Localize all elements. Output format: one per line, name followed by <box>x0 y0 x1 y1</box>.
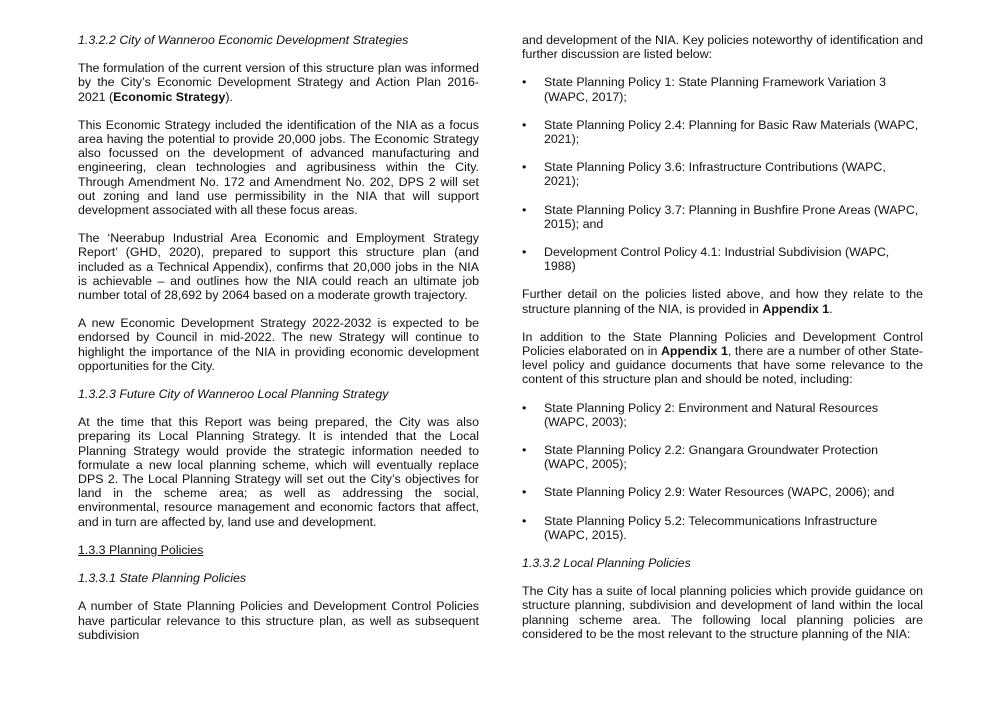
list-item-text: State Planning Policy 5.2: Telecommunications Infrastructure (WAPC, 2015). <box>544 513 878 542</box>
list-item-text: State Planning Policy 3.7: Planning in Bushfire Prone Areas (WAPC, 2015); and <box>544 202 919 231</box>
paragraph-economic-strategy-intro <box>78 61 479 104</box>
bullet-icon: • <box>522 513 527 528</box>
paragraph-appendix-reference <box>522 287 923 315</box>
heading-1-3-3: 1.3.3 Planning Policies <box>78 542 204 557</box>
text: Further detail on the policies listed above, and how they relate to the structure planning of the NIA, is provided in <box>522 287 923 316</box>
bold-term: Appendix 1 <box>660 344 728 359</box>
list-item-text: State Planning Policy 2.9: Water Resources (WAPC, 2006); and <box>544 485 895 500</box>
list-item-text: State Planning Policy 2.2: Gnangara Groundwater Protection (WAPC, 2005); <box>544 443 879 472</box>
list-item-text: Development Control Policy 4.1: Industrial Subdivision (WAPC, 1988) <box>544 245 890 274</box>
list-item <box>522 75 923 103</box>
paragraph-state-policies-intro: A number of State Planning Policies and Development Control Policies have particular relevance to this structure plan, as well as subsequent subdivision <box>78 599 479 642</box>
list-item <box>522 118 923 146</box>
bullet-icon: • <box>522 160 527 175</box>
list-item <box>522 485 923 499</box>
text: The formulation of the current version of this structure plan was informed by the City’s Economic Development Strategy and Action Plan 2016-2021 ( <box>78 61 479 104</box>
bullet-icon: • <box>522 400 527 415</box>
list-item-text: State Planning Policy 1: State Planning Framework Variation 3 (WAPC, 2017); <box>544 75 887 104</box>
bullet-icon: • <box>522 443 527 458</box>
heading-1-3-2-3: 1.3.2.3 Future City of Wanneroo Local Planning Strategy <box>78 387 389 402</box>
left-column <box>78 33 479 656</box>
list-item <box>522 160 923 188</box>
bullet-icon: • <box>522 245 527 260</box>
text: . <box>829 301 833 316</box>
paragraph-local-policies: The City has a suite of local planning policies which provide guidance on structure planning, subdivision and development of land within the local planning scheme area. The following local planning policies are considered to be the most relevant to the structure planning of the NIA: <box>522 584 923 641</box>
bullet-icon: • <box>522 485 527 500</box>
paragraph-other-policies <box>522 330 923 387</box>
list-item-text: State Planning Policy 2.4: Planning for Basic Raw Materials (WAPC, 2021); <box>544 117 919 147</box>
list-item <box>522 514 923 542</box>
list-item <box>522 203 923 231</box>
state-policy-list <box>522 75 923 273</box>
other-policy-list <box>522 401 923 542</box>
heading-1-3-2-2: 1.3.2.2 City of Wanneroo Economic Development Strategies <box>78 33 409 47</box>
bullet-icon: • <box>522 117 527 132</box>
paragraph-neerabup-report: The ‘Neerabup Industrial Area Economic and Employment Strategy Report’ (GHD, 2020), prepared to support this structure plan (and included as a Technical Appendix), confirms that 20,000 jobs in the NIA is achievable – and outlines how the NIA could reach an ultimate job number total of 28,692 by 2064 based on a moderate growth trajectory. <box>78 231 479 303</box>
text: In addition to the State Planning Policies and Development Control Policies elaborated on in <box>522 329 923 359</box>
paragraph-economic-strategy-detail: This Economic Strategy included the identification of the NIA as a focus area having the potential to provide 20,000 jobs. The Economic Strategy also focussed on the development of advanced manufacturing and engineering, clean technologies and agribusiness within the City. Through Amendment No. 172 and Amendment No. 202, DPS 2 will set out zoning and land use permissibility in the NIA that will support development associated with all these focus areas. <box>78 117 479 218</box>
paragraph-continued: and development of the NIA. Key policies noteworthy of identification and further discussion are listed below: <box>522 33 923 62</box>
paragraph-local-planning-strategy: At the time that this Report was being prepared, the City was also preparing its Local Planning Strategy. It is intended that the Local Planning Strategy would provide the strategic information needed to formulate a new local planning scheme, which will eventually replace DPS 2. The Local Planning Strategy will set out the City’s objectives for land in the scheme area; as well as addressing the social, environmental, resource management and economic factors that affect, and in turn are affected by, land use and development. <box>78 415 479 529</box>
bold-term: Economic Strategy <box>113 89 226 104</box>
list-item <box>522 401 923 429</box>
list-item-text: State Planning Policy 3.6: Infrastructure Contributions (WAPC, 2021); <box>544 160 886 189</box>
heading-1-3-3-1: 1.3.3.1 State Planning Policies <box>78 571 247 586</box>
text: , there are a number of other State-level policy and guidance documents that have some relevance to the content of this structure plan and should be noted, including: <box>522 344 924 387</box>
paragraph-new-strategy: A new Economic Development Strategy 2022-2032 is expected to be endorsed by Council in mid-2022. The new Strategy will continue to highlight the importance of the NIA in providing economic development opportunities for the City. <box>78 316 479 373</box>
heading-1-3-3-2: 1.3.3.2 Local Planning Policies <box>522 556 691 571</box>
bold-term: Appendix 1 <box>762 301 830 316</box>
list-item-text: State Planning Policy 2: Environment and Natural Resources (WAPC, 2003); <box>544 400 879 429</box>
right-column <box>522 33 923 655</box>
text: ). <box>225 89 233 104</box>
bullet-icon: • <box>522 75 527 90</box>
list-item <box>522 443 923 471</box>
bullet-icon: • <box>522 202 527 217</box>
list-item <box>522 245 923 273</box>
